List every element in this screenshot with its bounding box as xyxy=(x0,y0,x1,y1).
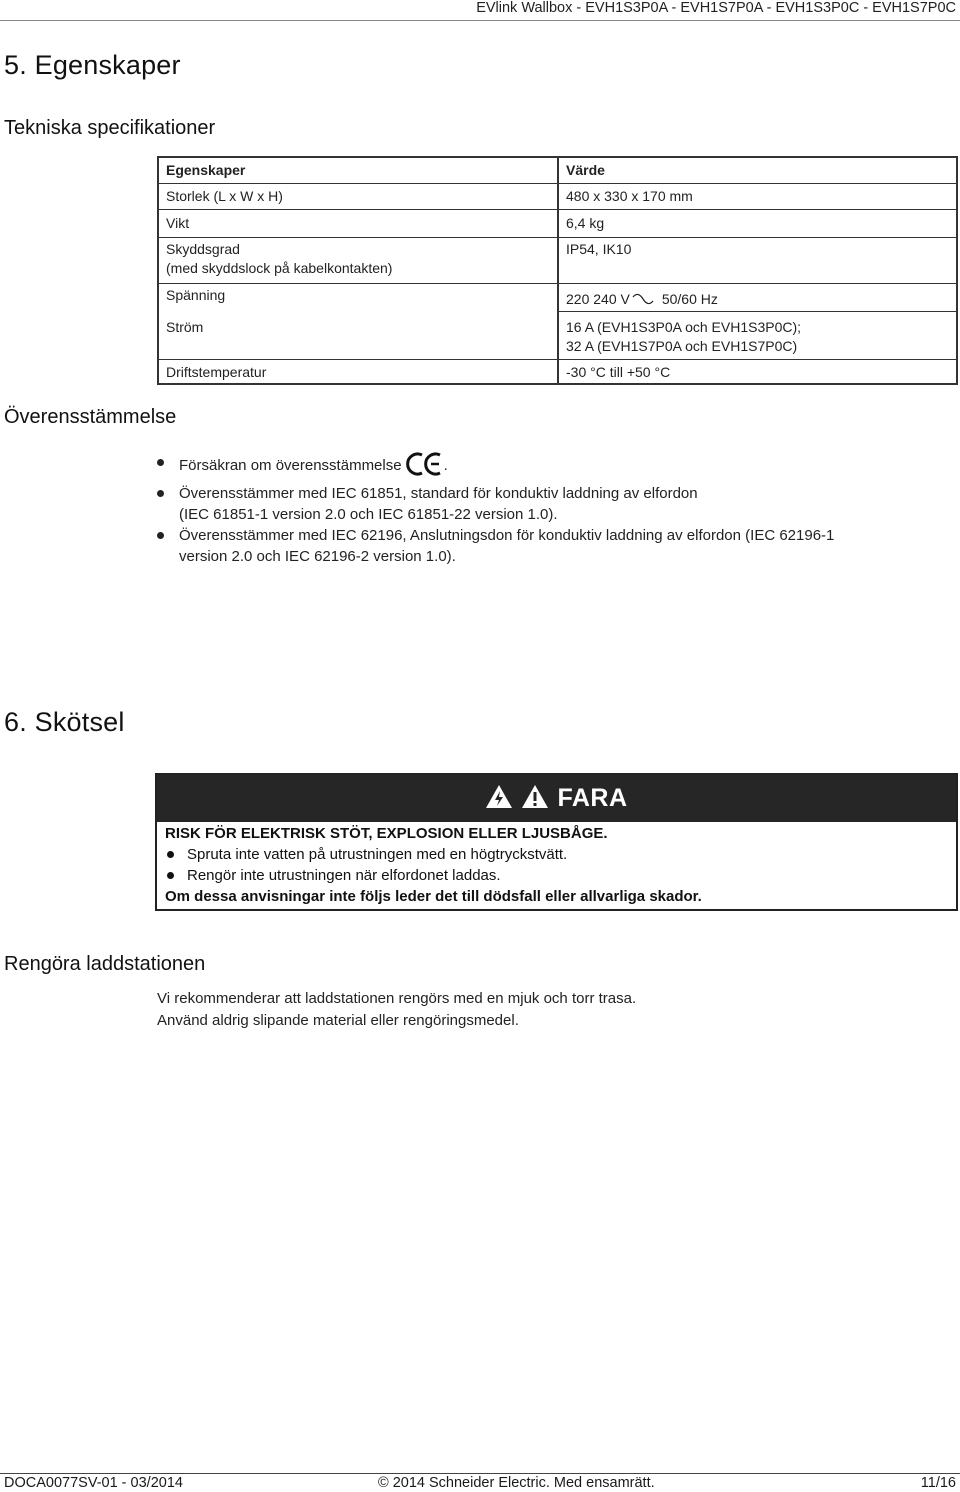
cleaning-text xyxy=(157,988,636,1032)
table-cell-value: 6,4 kg xyxy=(566,215,605,231)
list-item-text: Försäkran om överensstämmelse xyxy=(179,457,402,474)
row-divider xyxy=(559,283,958,284)
danger-box xyxy=(155,773,958,911)
ac-symbol-icon xyxy=(632,292,654,309)
table-column-divider xyxy=(557,158,559,383)
row-divider xyxy=(159,237,557,238)
list-item-text: Överensstämmer med IEC 62196, Anslutningsdon för konduktiv laddning av elfordon (IEC 62196-1 xyxy=(179,527,835,544)
list-item xyxy=(157,525,834,567)
section-6-title: 6. Skötsel xyxy=(4,707,125,737)
row-divider xyxy=(559,209,958,210)
cleaning-title: Rengöra laddstationen xyxy=(4,953,206,975)
list-item-text: (IEC 61851-1 version 2.0 och IEC 61851-22 version 1.0). xyxy=(179,506,558,523)
table-cell-prop: Ström xyxy=(166,319,204,335)
table-cell-value: 480 x 330 x 170 mm xyxy=(566,188,693,204)
spec-table xyxy=(157,156,958,385)
footer-page-number: 11/16 xyxy=(920,1475,956,1491)
table-cell-prop: Vikt xyxy=(166,215,190,231)
danger-list xyxy=(165,844,702,886)
list-item: Rengör inte utrustningen när elfordonet laddas. xyxy=(165,865,702,886)
row-divider xyxy=(559,359,958,360)
table-cell-value: IP54, IK10 xyxy=(566,241,632,257)
table-cell-prop: (med skyddslock på kabelkontakten) xyxy=(166,260,393,276)
section-5-title: 5. Egenskaper xyxy=(4,50,181,80)
ce-mark-icon xyxy=(406,452,444,482)
footer-divider xyxy=(0,1473,960,1474)
list-item-text: Överensstämmer med IEC 61851, standard för konduktiv laddning av elfordon xyxy=(179,485,698,502)
cleaning-line: Använd aldrig slipande material eller rengöringsmedel. xyxy=(157,1012,519,1029)
table-header-divider xyxy=(159,183,956,184)
table-cell-prop: Driftstemperatur xyxy=(166,364,267,380)
row-divider xyxy=(559,311,958,312)
conformity-title: Överensstämmelse xyxy=(4,406,177,428)
conformity-list xyxy=(157,452,834,567)
table-cell-value xyxy=(566,291,718,309)
row-divider xyxy=(159,283,557,284)
electric-hazard-icon xyxy=(485,784,513,814)
table-cell-prop: Skyddsgrad xyxy=(166,241,240,257)
voltage-value: 220 240 V xyxy=(566,291,630,307)
document-header-title: EVlink Wallbox - EVH1S3P0A - EVH1S7P0A - EVH1S3P0C - EVH1S7P0C xyxy=(476,0,956,16)
danger-body xyxy=(165,823,702,907)
list-item xyxy=(157,483,834,525)
row-divider xyxy=(159,359,557,360)
list-item: Spruta inte vatten på utrustningen med en högtryckstvätt. xyxy=(165,844,702,865)
frequency-value: 50/60 Hz xyxy=(661,291,718,307)
danger-warning: Om dessa anvisningar inte följs leder det till dödsfall eller allvarliga skador. xyxy=(165,888,702,905)
header-divider xyxy=(0,20,960,21)
list-item-suffix: . xyxy=(443,457,448,474)
warning-icon xyxy=(521,784,549,814)
table-header-value: Värde xyxy=(566,162,605,178)
table-cell-value: 16 A (EVH1S3P0A och EVH1S3P0C); xyxy=(566,319,802,335)
tech-spec-subtitle: Tekniska specifikationer xyxy=(4,117,216,139)
danger-heading: RISK FÖR ELEKTRISK STÖT, EXPLOSION ELLER LJUSBÅGE. xyxy=(165,825,608,842)
danger-header xyxy=(157,775,956,822)
table-cell-value: 32 A (EVH1S7P0A och EVH1S7P0C) xyxy=(566,338,798,354)
table-header-property: Egenskaper xyxy=(166,162,246,178)
footer-copyright: © 2014 Schneider Electric. Med ensamrätt. xyxy=(378,1475,655,1491)
list-item xyxy=(157,452,834,482)
danger-label: FARA xyxy=(557,784,628,812)
row-divider xyxy=(159,209,557,210)
list-item-text: version 2.0 och IEC 62196-2 version 1.0). xyxy=(179,548,456,565)
footer-doc-id: DOCA0077SV-01 - 03/2014 xyxy=(4,1475,183,1491)
table-cell-value: -30 °C till +50 °C xyxy=(566,364,671,380)
row-divider xyxy=(559,237,958,238)
cleaning-line: Vi rekommenderar att laddstationen rengörs med en mjuk och torr trasa. xyxy=(157,990,637,1007)
table-cell-prop: Spänning xyxy=(166,287,226,303)
table-cell-prop: Storlek (L x W x H) xyxy=(166,188,283,204)
